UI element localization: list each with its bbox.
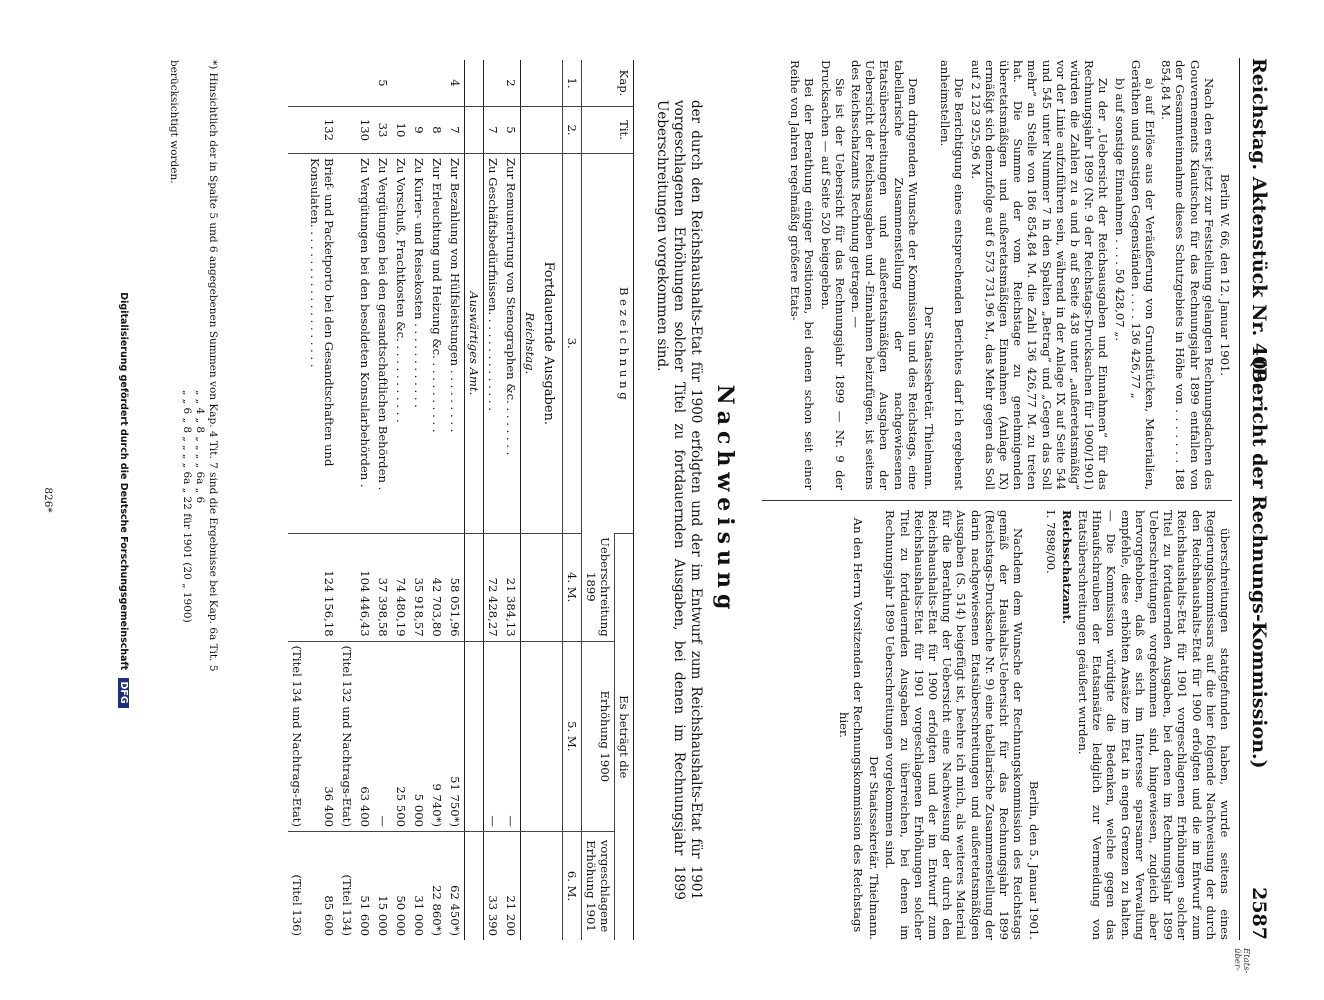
colnum: 1. — [563, 60, 582, 107]
left-p4: Dem dringenden Wunsche der Kommission und des Reichstags, eine tabellarische Zusammenstellung der nachgewiesenen Etatsüberschreitungen und außeretatsmäßigen Ausgaben der Uebersicht der Reichsausgaben und -Einnahmen beizufügen, ist seitens des Reichsschatzamts Rechnung getragen. — — [848, 60, 920, 490]
ueberschreitung-cell — [338, 533, 356, 641]
kap-cell — [306, 60, 338, 107]
erhoehung-1900-cell: 63 400 — [356, 641, 374, 831]
erhoehung-1901-cell: 21 200 — [502, 832, 521, 941]
table-row — [288, 60, 306, 940]
rows-auswaertiges-amt — [288, 60, 465, 940]
ueberschreitung-cell: 42 703,80 — [428, 533, 446, 641]
digitization-text: Digitalisierung gefördert durch die Deutsche Forschungsgemeinschaft — [118, 292, 129, 671]
footnote-line: „ „ 6 „ 8 „ „ „ „ 6a „ 22 für 1901 (20 „ 1900) — [181, 390, 193, 623]
subsection-row — [521, 60, 540, 940]
kap-cell — [392, 60, 410, 107]
digitization-note — [111, 0, 129, 1000]
table-row — [338, 60, 356, 940]
left-p1b: b) auf sonstige Einnahmen . . . . 50 428,07 „. — [1112, 78, 1127, 342]
erhoehung-1901-cell: 33 390 — [484, 832, 503, 941]
right-date: Berlin, den 5. Januar 1901. — [1027, 780, 1042, 940]
tit-cell: 130 — [356, 107, 374, 154]
ueberschreitung-cell: 58 051,96 — [446, 533, 465, 641]
tit-cell: 7 — [484, 107, 503, 154]
bezeichnung-cell: Zur Remunerirung von Stenographen &c. . . . . . . . — [502, 154, 521, 534]
right-address: An den Herrn Vorsitzenden der Rechnungskommission des Reichstags hier. — [836, 517, 865, 933]
kap-cell: 5 — [376, 79, 390, 87]
bezeichnung-cell: Zu Vergütungen bei den besoldeten Konsularbehörden . — [356, 154, 374, 534]
tit-cell: 33 — [374, 107, 392, 154]
th-bezeichnung: B e z e i c h n u n g — [582, 154, 634, 534]
header-rule — [1239, 58, 1240, 940]
kap-cell — [356, 60, 374, 107]
table-row — [306, 60, 338, 940]
th-ueberschreitung: Ueberschreitung 1899 — [582, 533, 615, 641]
bezeichnung-cell: Zu Geschäftsbedürfnissen. . . . . . . . . . . . . . — [484, 154, 503, 534]
bezeichnung-cell: Zu Vorschuß, Frachtkosten &c. . . . . . . . . . . . — [392, 154, 410, 534]
kap-cell — [288, 60, 306, 107]
tit-cell — [288, 107, 306, 154]
right-column — [835, 510, 1232, 940]
subsection-reichstag: Reichstag. — [521, 154, 540, 534]
colnum-value: 4. — [565, 571, 579, 584]
colnum — [563, 533, 582, 641]
erhoehung-1901-cell: 85 600 — [306, 832, 338, 941]
left-p2: Zu der „Uebersicht der Reichsausgaben und Einnahmen“ für das Rechnungsjahr 1899 (Nr. 9 der Reichstags-Drucksachen für 1900/1901) würden die Zahlen zu a und b auf Seite 438 unter „außeretatsmäßig“ vor der Linie aufzuführen sein, während in der Anlage IX auf Seite 544 und 545 unter Nummer 7 in den Spalten „Betrag“ und „Gegen das Soll mehr“ an Stelle von 186 854,84 M. die Zahl 136 426,77 M. zu treten hat. Die Summe der vom Reichstage zu genehmigenden überetatsmäßigen und außeretatsmäßigen Einnahmen (Anlage IX) ermäßigt sich demzufolge auf 6 573 731,96 M., das Mehr gegen das Soll auf 2 123 925,96 M. — [968, 60, 1111, 490]
page-header — [1242, 58, 1272, 940]
kap-cell: 2 — [502, 60, 521, 107]
margin-note: Etats-über- — [1232, 948, 1251, 974]
right-p2: Nachdem dem Wunsche der Rechnungskommission des Reichstags gemäß der Haushalts-Uebersicht für das Rechnungsjahr 1899 (Reichstags-Drucksache Nr. 9) eine tabellarische Zusammenstellung der darin nachgewiesenen Etatsüberschreitungen und außeretatsmäßigen Ausgaben (S. 514) beigefügt ist, beehre ich mich, als weiteres Material für die Berathung der Uebersicht eine Nachweisung der durch den Reichshaushalts-Etat für 1900 erfolgten und der im Entwurf zum Reichshaushalts-Etat für 1901 vorgeschlagenen Erhöhungen solcher Titel zu fortdauernden Ausgaben zu überreichen, bei denen im Rechnungsjahr 1899 Ueberschreitungen vorgekommen sind. — [883, 510, 1026, 940]
table-row — [374, 60, 392, 940]
unit-label: M. — [565, 586, 579, 603]
colnum-value: 6. — [565, 870, 579, 882]
kap-cell: 4 — [446, 60, 465, 107]
ueberschreitung-cell: 104 446,43 — [356, 533, 374, 641]
tit-cell: 5 — [502, 107, 521, 154]
ueberschreitung-cell: 74 480,19 — [392, 533, 410, 641]
ueberschreitung-cell: 21 384,13 — [502, 533, 521, 641]
bezeichnung-cell: Brief- und Packetporto bei den Gesandtschaften und Konsulaten. . . . . . . . . . . . . . . . . . . . — [306, 154, 338, 534]
colnum-value: 5. — [565, 721, 579, 733]
nachweisung-table — [288, 60, 634, 940]
nachweisung-subtitle: der durch den Reichshaushalts-Etat für 1900 erfolgten und der im Entwurf zum Reichshaushalts-Etat für 1901 vorgeschlagenen Erhöhungen solcher Titel zu fortdauernden Ausgaben, bei denen im Rechnungsjahr 1899 Ueberschreitungen vorgekommen sind. — [654, 100, 704, 900]
subsection-row — [465, 60, 484, 940]
bezeichnung-cell — [288, 154, 306, 534]
left-date: Berlin W. 66, den 12. Januar 1901. — [1218, 173, 1232, 377]
dfg-logo: DFG — [118, 678, 129, 708]
kap-cell — [410, 60, 428, 107]
left-p1: Nach den erst jetzt zur Feststellung gelangten Rechnungsdachen des Gouvernements Kiautschou für das Rechnungsjahr 1899 entfallen von der Gesammteinnahme dieses Schutzgebiets in Höhe von . . . . . . . 188 854,84 M. — [1159, 60, 1216, 490]
colnum: 3. — [563, 154, 582, 534]
ueberschreitung-cell: 124 156,18 — [306, 533, 338, 641]
table-row — [502, 60, 521, 940]
th-erhoehung-1900: Erhöhung 1900 — [582, 641, 615, 831]
th-es-betraegt: Es beträgt die — [615, 533, 634, 940]
colnum — [563, 832, 582, 941]
erhoehung-1901-cell: 31 000 — [410, 832, 428, 941]
erhoehung-1901-cell: (Titel 134) — [338, 832, 356, 941]
tit-cell — [338, 107, 356, 154]
tit-cell: 9 — [410, 107, 428, 154]
table-row — [428, 60, 446, 940]
erhoehung-1900-cell: — — [374, 641, 392, 831]
subsection-auswaertiges-amt: Auswärtiges Amt. — [465, 154, 484, 534]
footnote-line: *) Hinsichtlich der in Spalte 5 und 6 angegebenen Summen von Kap. 4 Tit. 7 sind die Ergebnisse bei Kap. 6a Tit. 5 — [207, 60, 219, 672]
left-p3: Die Berichtigung eines entsprechenden Berichtes darf ich ergebenst anheimstellen. — [938, 60, 967, 490]
erhoehung-1900-cell: — — [502, 641, 521, 831]
erhoehung-1901-cell: 15 000 — [374, 832, 392, 941]
erhoehung-1900-cell: 5 000 — [410, 641, 428, 831]
ueberschreitung-cell — [288, 533, 306, 641]
erhoehung-1901-cell: (Titel 136) — [288, 832, 306, 941]
kap-cell — [484, 60, 503, 107]
bezeichnung-cell — [338, 154, 356, 534]
th-kap: Kap. — [582, 60, 634, 107]
table-row — [392, 60, 410, 940]
header-center: (Bericht der Rechnungs-Kommission.) — [1248, 358, 1270, 769]
bezeichnung-cell: Zur Erleuchtung und Heizung &c. . . . . . . . . . . — [428, 154, 446, 534]
footnote-line: „ „ 4 „ 8 „ „ „ „ 6a „ 6 — [194, 390, 206, 504]
section-heading: Fortdauernde Ausgaben. — [539, 154, 563, 534]
table-row — [446, 60, 465, 940]
page-footer-number: 826* — [42, 487, 54, 513]
right-p1: überschreitungen stattgefunden haben, wurde seitens eines Regierungskommissars auf die hier folgende Nachweisung der durch den Reichshaushalts-Etat für 1900 erfolgten und die im Entwurf zum Reichshaushalts-Etat für 1901 vorgeschlagenen Erhöhungen solcher Titel zu fortdauernden Ausgaben, bei denen im Rechnungsjahr 1899 Ueberschreitungen vorgekommen sind, hingewiesen, zugleich aber hervorgehoben, daß es sich im Interesse sparsamer Verwaltung empfehle, diese erhöhten Ansätze im Etat in engen Grenzen zu halten. — Die Kommission würdigte die Bedenken, welche gegen das Hinaufschrauben der Etatsansätze lediglich zur Vermeidung von Etatsüberschreitungen geäußert wurden. — [1075, 510, 1232, 940]
tit-cell: 7 — [446, 107, 465, 154]
table-row — [356, 60, 374, 940]
footnote-line: berücksichtigt worden. — [168, 60, 180, 184]
left-column — [786, 60, 1232, 490]
ueberschreitung-cell: 35 918,57 — [410, 533, 428, 641]
unit-label: M. — [565, 735, 579, 752]
kap-cell — [338, 60, 356, 107]
tit-cell: 10 — [392, 107, 410, 154]
left-signature: Der Staatssekretär. Thielmann. — [921, 306, 936, 490]
ueberschreitung-cell: 72 428,27 — [484, 533, 503, 641]
th-erhoehung-1901: vorgeschlagene Erhöhung 1901 — [582, 832, 615, 941]
colnum — [563, 641, 582, 831]
erhoehung-1900-cell: (Titel 132 und Nachtrags-Etat) — [338, 641, 356, 831]
left-p5: Sie ist der Uebersicht für das Rechnungsjahr 1899 — Nr. 9 der Drucksachen — auf Seite 520 beigegeben. — [818, 60, 847, 490]
colnum: 2. — [563, 107, 582, 154]
erhoehung-1901-cell: 51 600 — [356, 832, 374, 941]
header-page-number: 2587 — [1248, 887, 1270, 940]
unit-label: M. — [565, 885, 579, 902]
erhoehung-1900-cell: 36 400 — [306, 641, 338, 831]
erhoehung-1900-cell: 9 740*) — [428, 641, 446, 831]
table-row — [484, 60, 503, 940]
erhoehung-1900-cell: (Titel 134 und Nachtrags-Etat) — [288, 641, 306, 831]
nachweisung-title: Nachweisung — [712, 384, 738, 616]
ueberschreitung-cell: 37 398,58 — [374, 533, 392, 641]
kap-cell — [428, 60, 446, 107]
footnote — [167, 60, 219, 940]
erhoehung-1900-cell: 51 750*) — [446, 641, 465, 831]
tit-cell: 8 — [428, 107, 446, 154]
left-p1a: a) auf Erlöse aus der Veräußerung von Grundstücken, Materialien, Geräthen und sonstigen Gegenständen . . . . 136 426,77 „ — [1128, 60, 1157, 490]
table-colnum-row — [563, 60, 582, 940]
office-name: Reichsschatzamt. — [1059, 510, 1074, 625]
left-p6: Bei der Berathung einiger Positionen, bei denen schon seit einer Reihe von Jahren regelmäßig größere Etats- — [788, 60, 817, 490]
office-ref: I. 7898/00. — [1043, 510, 1058, 574]
header-left: Reichstag. Aktenstück Nr. 409. — [1248, 58, 1270, 390]
erhoehung-1901-cell: 22 860*) — [428, 832, 446, 941]
bezeichnung-cell: Zu Vergütungen bei den gesandtschaftlichen Behörden . — [374, 154, 392, 534]
right-signature: Der Staatssekretär. Thielmann. — [867, 756, 882, 940]
erhoehung-1901-cell: 50 000 — [392, 832, 410, 941]
rows-reichstag — [484, 60, 521, 940]
th-tit: Tit. — [582, 107, 634, 154]
section-row — [539, 60, 563, 940]
erhoehung-1900-cell: 25 500 — [392, 641, 410, 831]
table-row — [410, 60, 428, 940]
bezeichnung-cell: Zur Bezahlung von Hülfsleistungen . . . . . . . . . — [446, 154, 465, 534]
column-divider — [762, 500, 1232, 501]
erhoehung-1900-cell: — — [484, 641, 503, 831]
table-header-row — [615, 60, 634, 940]
tit-cell: 132 — [306, 107, 338, 154]
bezeichnung-cell: Zu Kurier- und Reisekosten . . . . . . . . . . . . — [410, 154, 428, 534]
erhoehung-1901-cell: 62 450*) — [446, 832, 465, 941]
